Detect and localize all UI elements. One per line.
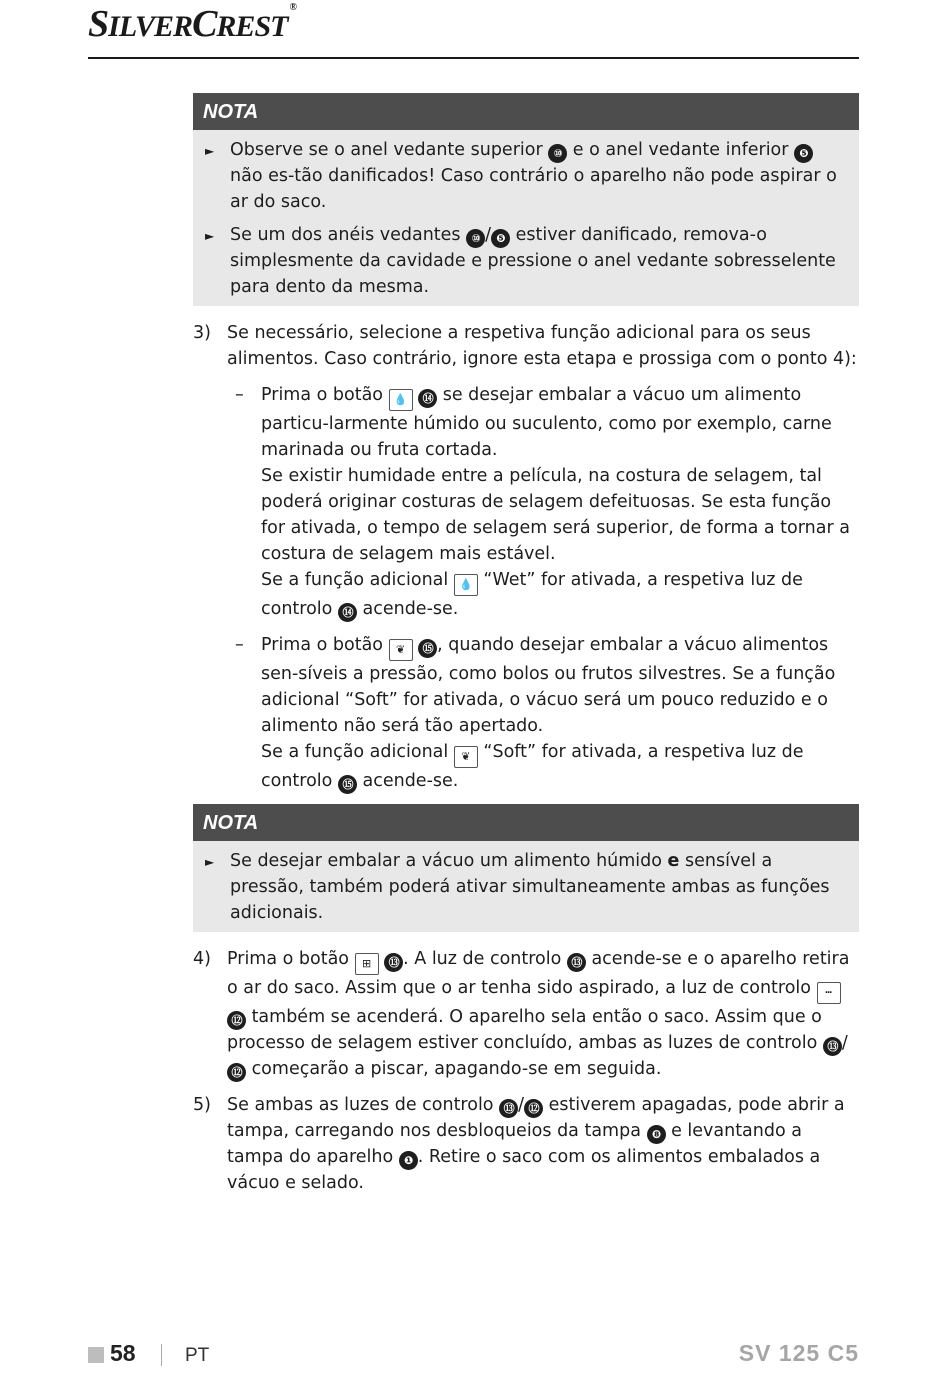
ref-number: ⑮ <box>338 775 357 794</box>
ref-number: ⑬ <box>823 1037 842 1056</box>
header-rule <box>88 57 859 59</box>
nota-title: NOTA <box>193 804 859 841</box>
ref-number: ⑬ <box>567 953 586 972</box>
nota-bullet: ► Observe se o anel vedante superior ⑩ e o anel vedante inferior ❺ não es-tão danificados! Caso contrário o aparelho não pode aspirar o ar do saco. <box>205 137 843 215</box>
page-number: 58 <box>110 1340 136 1366</box>
page-footer <box>88 1340 859 1370</box>
bullet-arrow-icon: ► <box>205 855 215 869</box>
ref-number: ❶ <box>399 1151 418 1170</box>
ref-number: ⑫ <box>227 1011 246 1030</box>
step-5: 5) Se ambas as luzes de controlo ⑬ / ⑫ estiverem apagadas, pode abrir a tampa, carregando nos desbloqueios da tampa ❽ e levantando a tampa do aparelho ❶ . Retire o saco com os alimentos embalados a vácuo e selado. <box>193 1095 845 1193</box>
sub-item-soft: – Prima o botão ❦ ⑮ , quando desejar embalar a vácuo alimentos sen-síveis a pressão, como bolos ou frutos silvestres. Se a função adicional “Soft” for ativada, o vácuo será um pouco reduzido e o alimento não será tão apertado. Se a função adicional ❦ “Soft” for ativada, a respetiva luz de controlo ⑮ acende-se. <box>227 632 859 794</box>
ref-number: ❽ <box>647 1125 666 1144</box>
page-content <box>193 93 859 1206</box>
nota-bullet: ► Se um dos anéis vedantes ⑩ / ❺ estiver danificado, remova-o simplesmente da cavidade e pressione o anel vedante sobresselente para dento da mesma. <box>205 222 843 300</box>
model-number: SV 125 C5 <box>738 1340 859 1366</box>
step-3: 3) Se necessário, selecione a respetiva função adicional para os seus alimentos. Caso contrário, ignore esta etapa e prossiga com o ponto 4): – Prima o botão 💧 ⑭ se desejar embalar a vácuo um alimento particu-larmente húmido ou suculento, como por exemplo, carne marinada ou fruta cortada. Se existir humidade entre a película, na costura de selagem, tal poderá originar costuras de selagem defeituosas. Se esta função for ativada, o tempo de selagem será superior, de forma a tornar a costura de selagem mais estável. Se a função adicional 💧 “Wet” for ativada, a respetiva luz de controlo ⑭ acende-se. – Prima o botão ❦ ⑮ , quando desejar embalar a vácuo alimentos sen-síveis a pressão, como bolos ou frutos silvestres. Se a função adicional “Soft” for ativada, o vácuo será um pouco reduzido e o alimento não será tão apertado. Se a função adicional ❦ “Soft” for ativada, a respetiva luz de controlo ⑮ acende-se. <box>193 320 859 794</box>
wet-drops-icon: 💧 <box>454 574 478 596</box>
ref-number: ⑭ <box>418 389 437 408</box>
vacuum-seal-icon: ⊞ <box>355 953 379 975</box>
soft-berry-icon: ❦ <box>454 746 478 768</box>
wet-drops-icon: 💧 <box>389 389 413 411</box>
sub-item-wet: – Prima o botão 💧 ⑭ se desejar embalar a vácuo um alimento particu-larmente húmido ou suculento, como por exemplo, carne marinada ou fruta cortada. Se existir humidade entre a película, na costura de selagem, tal poderá originar costuras de selagem defeituosas. Se esta função for ativada, o tempo de selagem será superior, de forma a tornar a costura de selagem mais estável. Se a função adicional 💧 “Wet” for ativada, a respetiva luz de controlo ⑭ acende-se. <box>227 382 859 622</box>
ref-number: ⑭ <box>338 603 357 622</box>
footer-square-icon <box>88 1347 104 1363</box>
soft-berry-icon: ❦ <box>389 639 413 661</box>
step-4: 4) Prima o botão ⊞ ⑬ . A luz de controlo ⑬ acende-se e o aparelho retira o ar do saco. Assim que o ar tenha sido aspirado, a luz de controlo ┅ ⑫ também se acenderá. O aparelho sela então o saco. Assim que o processo de selagem estiver concluído, ambas as luzes de controlo ⑬ /⑫ começarão a piscar, apagando-se em seguida. <box>193 946 859 1082</box>
bullet-arrow-icon: ► <box>205 144 215 158</box>
nota-box-2 <box>193 804 859 932</box>
ref-number: ⑫ <box>524 1099 543 1118</box>
ref-number: ⑬ <box>499 1099 518 1118</box>
nota-box-1 <box>193 93 859 306</box>
ref-number: ❺ <box>491 229 510 248</box>
nota-bullet: ► Se desejar embalar a vácuo um alimento húmido e sensível a pressão, também poderá ativar simultaneamente ambas as funções adicionais. <box>205 848 843 926</box>
ref-number: ⑩ <box>466 229 485 248</box>
nota-title: NOTA <box>193 93 859 130</box>
ref-number: ❺ <box>794 144 813 163</box>
ref-number: ⑩ <box>548 144 567 163</box>
ref-number: ⑬ <box>384 953 403 972</box>
footer-divider <box>161 1344 162 1366</box>
bullet-arrow-icon: ► <box>205 229 215 243</box>
ref-number: ⑫ <box>227 1063 246 1082</box>
ref-number: ⑮ <box>418 639 437 658</box>
brand-logo: SILVERCREST® <box>88 2 296 45</box>
language-code: PT <box>185 1345 210 1366</box>
seal-light-icon: ┅ <box>817 982 841 1004</box>
